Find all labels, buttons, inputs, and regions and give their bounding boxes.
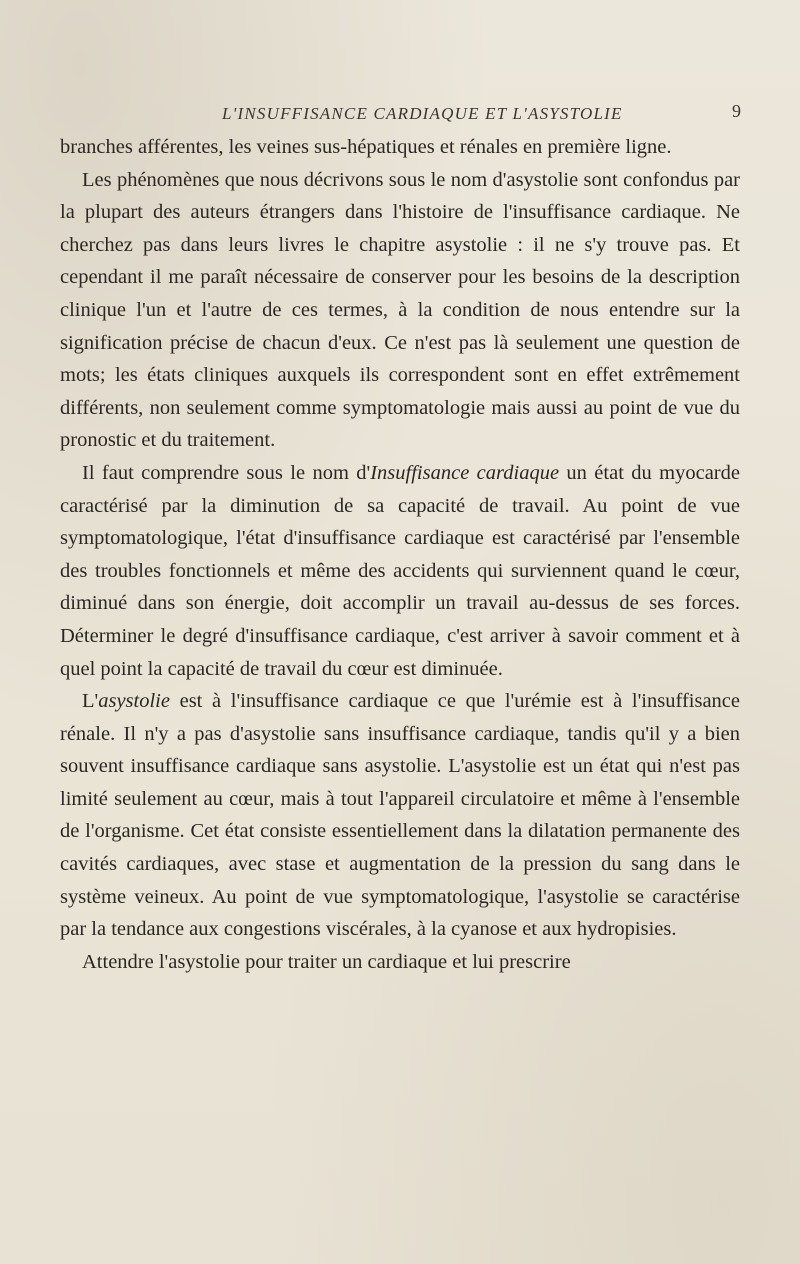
paragraph-continuation: branches afférentes, les veines sus-hépatiques et rénales en première ligne. (60, 136, 672, 158)
paragraph-asystolie-definition: Les phénomènes que nous décrivons sous le nom d'asystolie sont confondus par la plupart des auteurs étrangers dans l'histoire de l'insuffisance cardiaque. Ne cherchez pas dans leurs livres le chapitre asystolie : il ne s'y trouve pas. Et cependant il me paraît nécessaire de conserver pour les besoins de la description clinique l'un et l'autre de ces termes, à la condition de nous entendre sur la signification précise de chacun d'eux. Ce n'est pas là seulement une question de mots; les états cliniques auxquels ils correspondent sont en effet extrêmement différents, non seulement comme symptomatologie mais aussi au point de vue du pronostic et du traitement. (60, 168, 740, 452)
paragraph-suffix: un état du myocarde caractérisé par la diminution de sa capacité de travail. Au point de vue symptomatologique, l'état d'insuffisance cardiaque est caractérisé par l'ensemble des troubles fonctionnels et même des accidents qui surviennent quand le cœur, diminué dans son énergie, doit accomplir un travail au-dessus de ses forces. Déterminer le degré d'insuffisance cardiaque, c'est arriver à savoir comment et à quel point la capacité de travail du cœur est diminuée. (60, 461, 740, 680)
running-head: L'INSUFFISANCE CARDIAQUE ET L'ASYSTOLIE (222, 104, 623, 123)
paragraph-final: Attendre l'asystolie pour traiter un cardiaque et lui prescrire (82, 950, 571, 973)
paragraph-asystolie (60, 685, 740, 946)
paragraph-insuffisance-cardiaque (60, 457, 740, 685)
term-asystolie: asystolie (98, 690, 170, 713)
term-insuffisance-cardiaque: Insuffisance cardiaque (370, 461, 560, 484)
page-number: 9 (732, 101, 741, 121)
paragraph-prefix: L' (82, 690, 99, 713)
paragraph-suffix: est à l'insuffisance cardiaque ce que l'urémie est à l'insuffisance rénale. Il n'y a pas d'asystolie sans insuffisance cardiaque, tandis qu'il y a bien souvent insuffisance cardiaque sans asystolie. L'asystolie est un état qui n'est pas limité seulement au cœur, mais à tout l'appareil circulatoire et même à l'ensemble de l'organisme. Cet état consiste essentiellement dans la dilatation permanente des cavités cardiaques, avec stase et augmentation de la pression du sang dans le système veineux. Au point de vue symptomatologique, l'asystolie se caractérise par la tendance aux congestions viscérales, à la cyanose et aux hydropisies. (60, 690, 740, 941)
paragraph-prefix: Il faut comprendre sous le nom d' (82, 461, 371, 484)
body-text (60, 131, 740, 978)
